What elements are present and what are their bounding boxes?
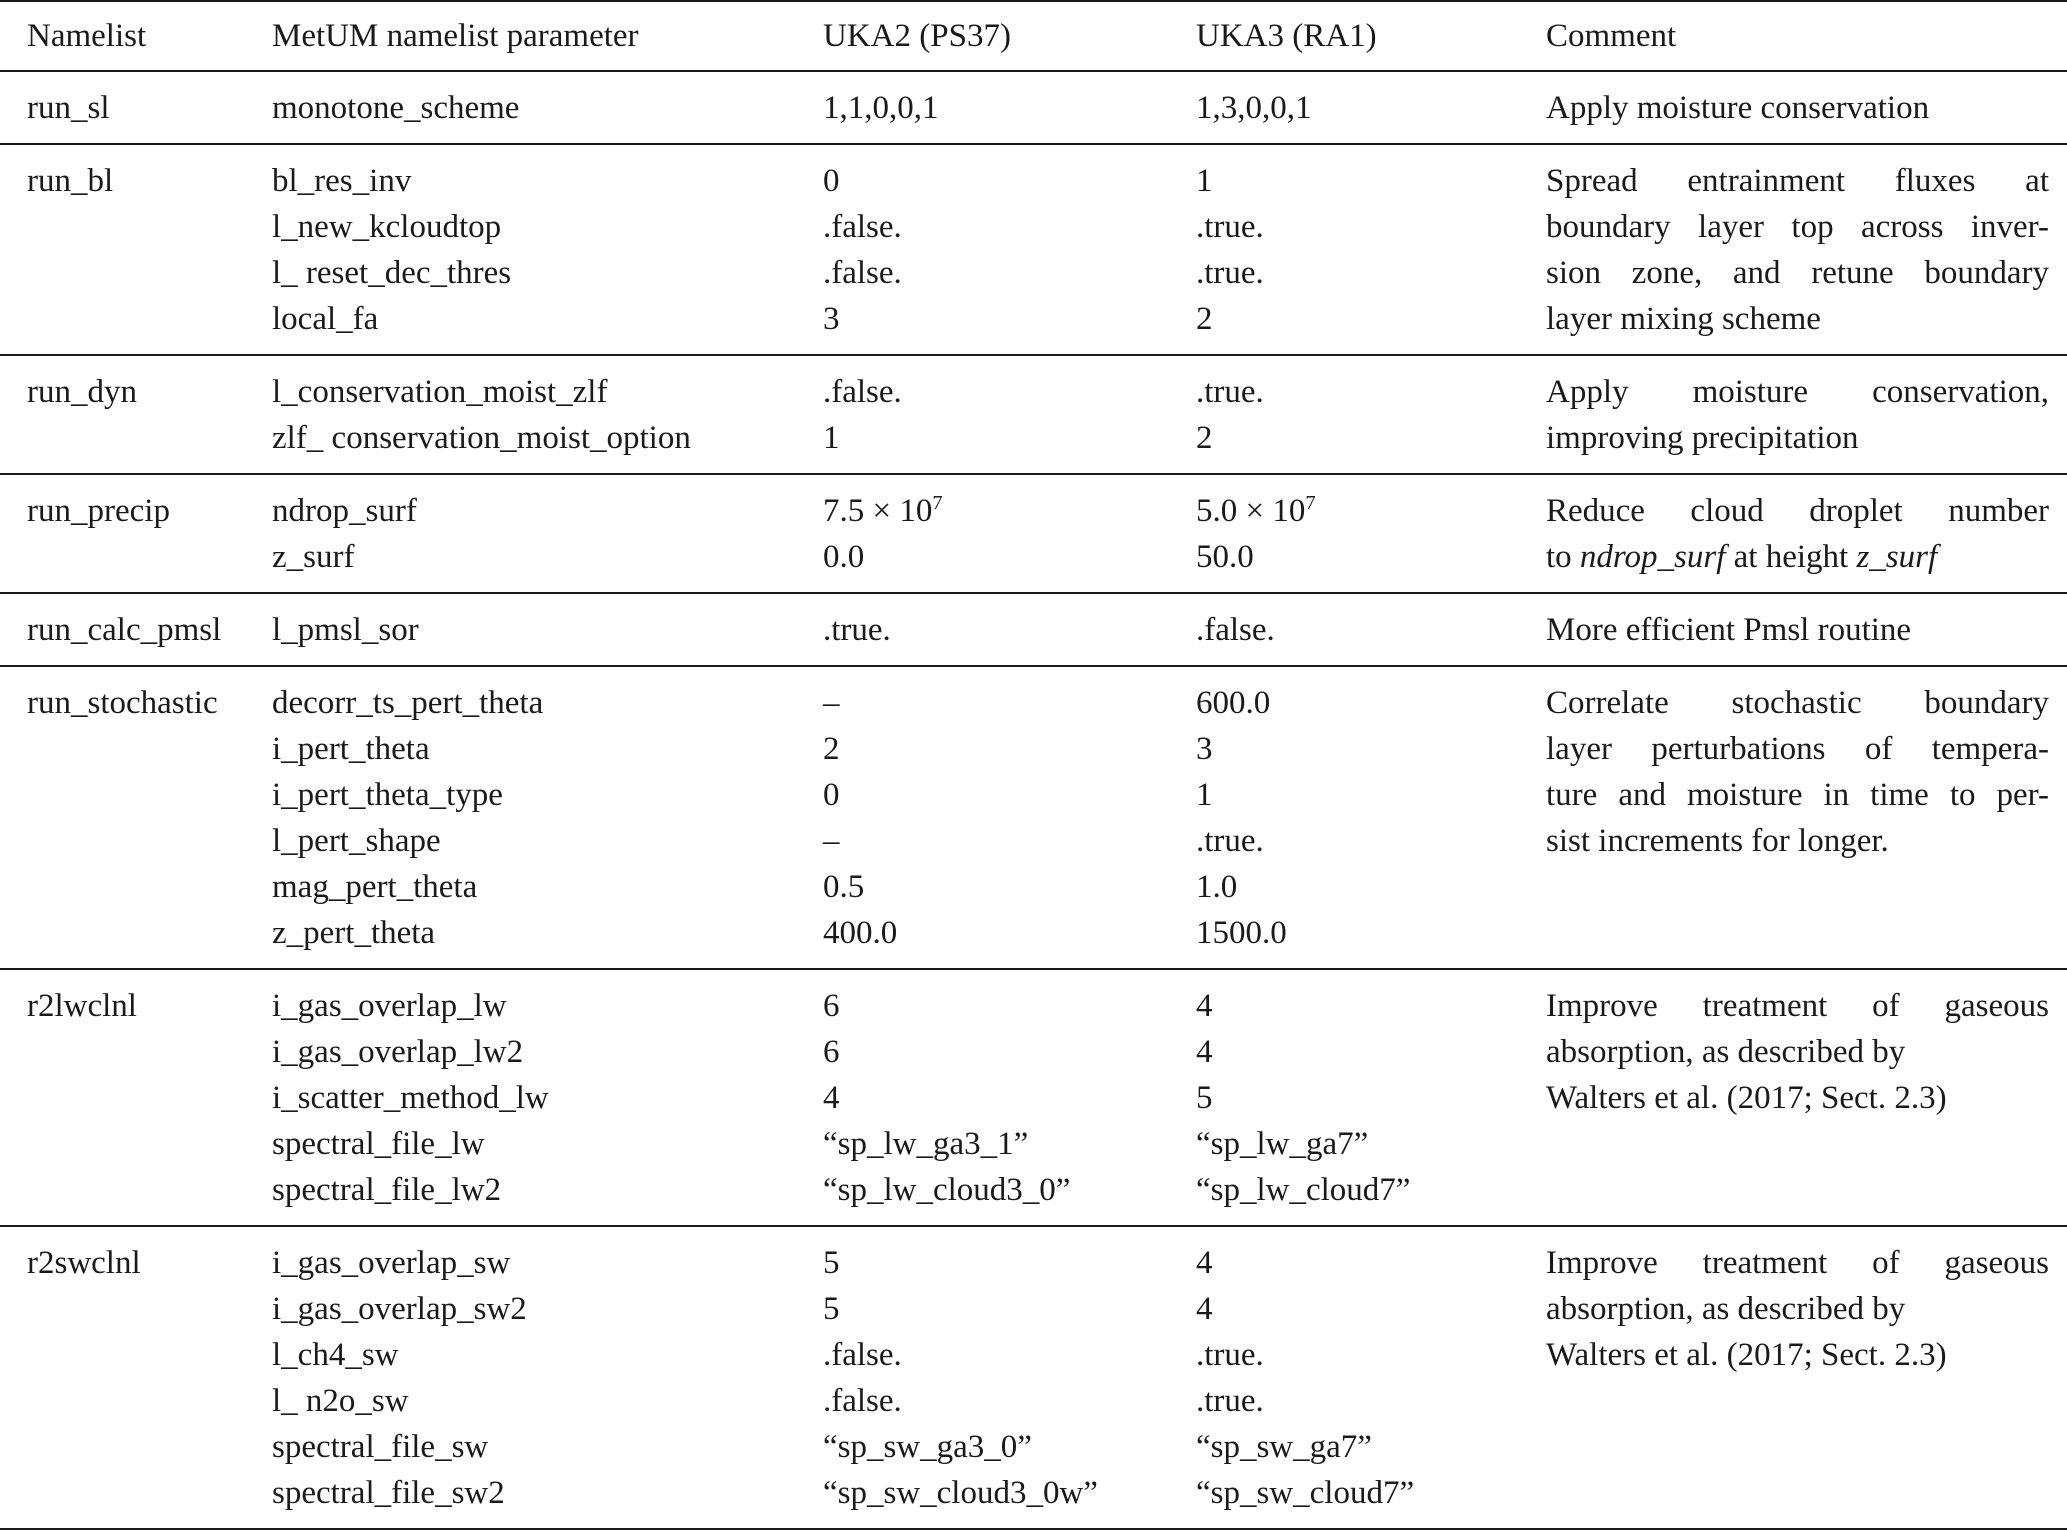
table-row — [0, 474, 2067, 593]
namelist-name: run_sl — [27, 90, 110, 126]
uka2-value: 0.0 — [823, 539, 865, 575]
uka2-value: 5 — [823, 1291, 840, 1327]
namelist-name: run_bl — [27, 163, 114, 199]
uka3-value: 50.0 — [1196, 539, 1254, 575]
comment-line: absorption, as described by — [1546, 1034, 1906, 1070]
uka3-value: 4 — [1196, 988, 1213, 1024]
uka3-value: 600.0 — [1196, 685, 1271, 721]
param-name: zlf_ conservation_moist_option — [272, 420, 691, 456]
uka2-value: 1 — [823, 420, 840, 456]
param-name: l_pert_shape — [272, 823, 441, 859]
comment-line: Apply moisture conservation — [1546, 90, 1930, 126]
uka2-value: “sp_sw_cloud3_0w” — [823, 1475, 1098, 1511]
uka2-value: 3 — [823, 301, 840, 337]
table-row — [0, 71, 2067, 144]
comment-line: layer perturbations of tempera- — [1546, 731, 2049, 767]
uka2-value: 0 — [823, 777, 840, 813]
param-name: i_pert_theta_type — [272, 777, 503, 813]
uka3-value: 4 — [1196, 1245, 1213, 1281]
uka3-value: 1 — [1196, 163, 1213, 199]
uka3-value: 4 — [1196, 1034, 1213, 1070]
uka2-value: .true. — [823, 612, 891, 648]
header-namelist: Namelist — [0, 1, 272, 71]
uka2-value: “sp_sw_ga3_0” — [823, 1429, 1032, 1465]
uka2-value: – — [823, 823, 840, 859]
uka3-value: .false. — [1196, 612, 1275, 648]
table-row — [0, 144, 2067, 355]
uka3-value: 5 — [1196, 1080, 1213, 1116]
comment-line: sist increments for longer. — [1546, 823, 1889, 859]
uka2-value: 2 — [823, 731, 840, 767]
uka2-value: 4 — [823, 1080, 840, 1116]
param-name: bl_res_inv — [272, 163, 412, 199]
uka2-value: 6 — [823, 1034, 840, 1070]
comment-line: Reduce cloud droplet number — [1546, 493, 2049, 529]
comment-line: ture and moisture in time to per- — [1546, 777, 2049, 813]
param-name: ndrop_surf — [272, 493, 417, 529]
param-name: l_ reset_dec_thres — [272, 255, 512, 291]
uka2-value: 5 — [823, 1245, 840, 1281]
uka3-value: $5.0 \times 10^7$ — [1196, 492, 1316, 529]
header-param: MetUM namelist parameter — [272, 1, 823, 71]
uka3-value: .true. — [1196, 823, 1264, 859]
uka2-value: .false. — [823, 255, 902, 291]
namelist-name: run_calc_pmsl — [27, 612, 222, 648]
uka2-value: 0 — [823, 163, 840, 199]
uka2-value: 6 — [823, 988, 840, 1024]
param-name: l_ n2o_sw — [272, 1383, 409, 1419]
uka3-value: 1.0 — [1196, 869, 1238, 905]
param-name: spectral_file_sw2 — [272, 1475, 505, 1511]
comment-line: absorption, as described by — [1546, 1291, 1906, 1327]
uka3-value: 3 — [1196, 731, 1213, 767]
param-name: l_pmsl_sor — [272, 612, 419, 648]
uka2-value: .false. — [823, 1337, 902, 1373]
param-name: spectral_file_lw — [272, 1126, 485, 1162]
uka3-value: 1 — [1196, 777, 1213, 813]
uka2-value: 0.5 — [823, 869, 865, 905]
table-row — [0, 1226, 2067, 1529]
param-name: i_scatter_method_lw — [272, 1080, 549, 1116]
table-row — [0, 593, 2067, 666]
namelist-name: run_precip — [27, 493, 170, 529]
header-uka2: UKA2 (PS37) — [823, 1, 1196, 71]
comment-line: Walters et al. (2017; Sect. 2.3) — [1546, 1337, 1947, 1373]
uka2-value: 1,1,0,0,1 — [823, 90, 939, 126]
param-name: local_fa — [272, 301, 379, 337]
param-name: l_ch4_sw — [272, 1337, 399, 1373]
uka2-value: .false. — [823, 209, 902, 245]
uka3-value: “sp_sw_ga7” — [1196, 1429, 1372, 1465]
namelist-name: r2swclnl — [27, 1245, 141, 1281]
table-row — [0, 355, 2067, 474]
uka3-value: .true. — [1196, 374, 1264, 410]
uka3-value: 4 — [1196, 1291, 1213, 1327]
comment-line: Walters et al. (2017; Sect. 2.3) — [1546, 1080, 1947, 1116]
uka3-value: .true. — [1196, 1337, 1264, 1373]
namelist-name: run_stochastic — [27, 685, 218, 721]
comment-line: Apply moisture conservation, — [1546, 374, 2049, 410]
uka3-value: “sp_lw_ga7” — [1196, 1126, 1369, 1162]
param-name: spectral_file_sw — [272, 1429, 489, 1465]
param-name: z_pert_theta — [272, 915, 436, 951]
comment-line: improving precipitation — [1546, 420, 1859, 456]
uka3-value: 1,3,0,0,1 — [1196, 90, 1312, 126]
param-name: l_new_kcloudtop — [272, 209, 502, 245]
uka3-value: .true. — [1196, 255, 1264, 291]
comment-line: More efficient Pmsl routine — [1546, 612, 1912, 648]
uka3-value: 1500.0 — [1196, 915, 1287, 951]
uka3-value: 2 — [1196, 420, 1213, 456]
param-name: decorr_ts_pert_theta — [272, 685, 544, 721]
comment-line: Improve treatment of gaseous — [1546, 1245, 2049, 1281]
uka2-value: – — [823, 685, 840, 721]
header-uka3: UKA3 (RA1) — [1196, 1, 1546, 71]
uka3-value: “sp_sw_cloud7” — [1196, 1475, 1415, 1511]
comment-line: Spread entrainment fluxes at — [1546, 163, 2049, 199]
uka3-value: .true. — [1196, 209, 1264, 245]
uka2-value: .false. — [823, 374, 902, 410]
param-name: mag_pert_theta — [272, 869, 478, 905]
table-header-row — [0, 1, 2067, 71]
namelist-name: r2lwclnl — [27, 988, 137, 1024]
param-name: i_gas_overlap_sw2 — [272, 1291, 527, 1327]
comment-line: layer mixing scheme — [1546, 301, 1821, 337]
table-row — [0, 666, 2067, 969]
param-name: i_gas_overlap_sw — [272, 1245, 511, 1281]
comment-line: to ndrop_surf at height z_surf — [1546, 539, 1938, 575]
header-comment: Comment — [1546, 1, 2067, 71]
comment-line: sion zone, and retune boundary — [1546, 255, 2049, 291]
param-name: spectral_file_lw2 — [272, 1172, 502, 1208]
param-name: i_gas_overlap_lw — [272, 988, 507, 1024]
namelist-name: run_dyn — [27, 374, 137, 410]
uka3-value: “sp_lw_cloud7” — [1196, 1172, 1411, 1208]
param-name: monotone_scheme — [272, 90, 520, 126]
param-name: l_conservation_moist_zlf — [272, 374, 608, 410]
param-name: i_pert_theta — [272, 731, 430, 767]
comment-line: Improve treatment of gaseous — [1546, 988, 2049, 1024]
uka2-value: “sp_lw_cloud3_0” — [823, 1172, 1071, 1208]
uka2-value: $7.5 \times 10^7$ — [823, 492, 943, 529]
table-row — [0, 969, 2067, 1226]
uka3-value: 2 — [1196, 301, 1213, 337]
uka3-value: .true. — [1196, 1383, 1264, 1419]
comment-line: Correlate stochastic boundary — [1546, 685, 2049, 721]
uka2-value: .false. — [823, 1383, 902, 1419]
param-name: i_gas_overlap_lw2 — [272, 1034, 524, 1070]
uka2-value: “sp_lw_ga3_1” — [823, 1126, 1029, 1162]
uka2-value: 400.0 — [823, 915, 898, 951]
comment-line: boundary layer top across inver- — [1546, 209, 2049, 245]
param-name: z_surf — [272, 539, 355, 575]
